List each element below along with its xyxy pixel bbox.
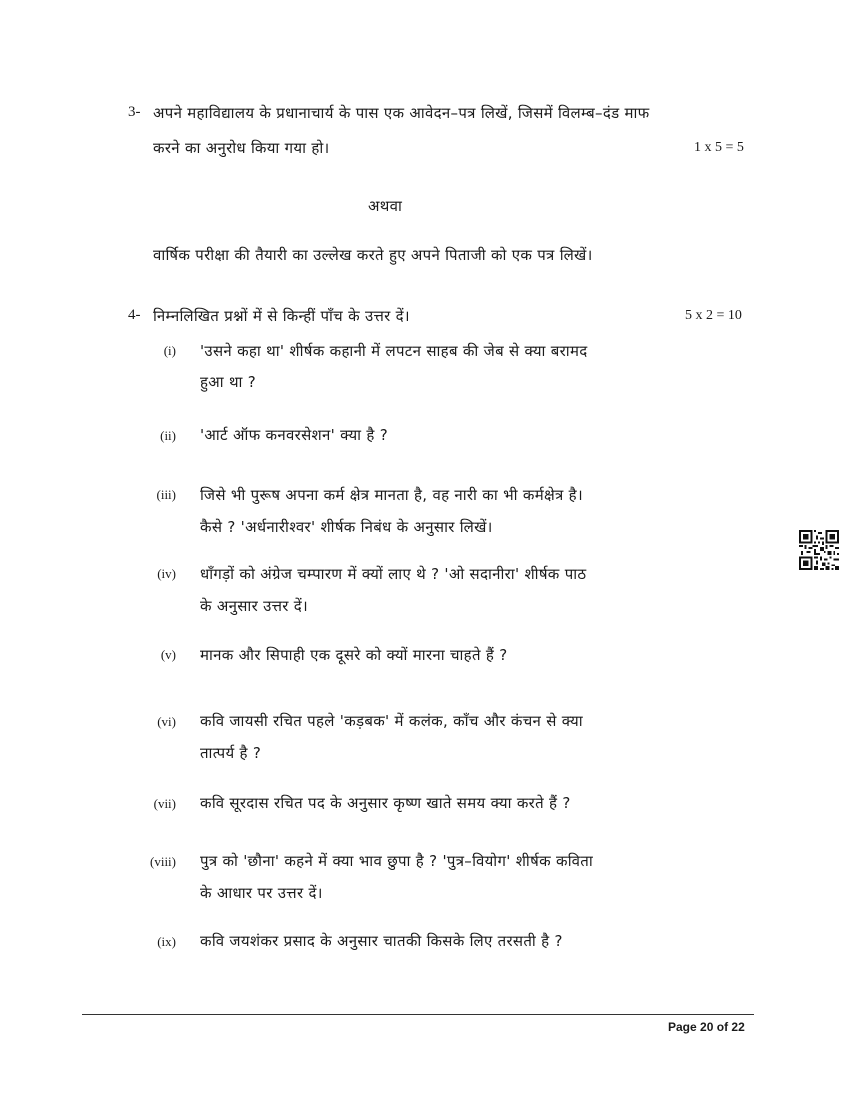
sub-question-text-line-1: कवि सूरदास रचित पद के अनुसार कृष्ण खाते समय क्या करते हैं ? [200,794,571,812]
question-text-line-2: करने का अनुरोध किया गया हो। [153,139,330,157]
sub-question-text-line-2: तात्पर्य है ? [200,744,262,762]
sub-question-number: (viii) [150,854,176,869]
page-number [668,1020,745,1034]
sub-question-number: (vi) [157,714,176,729]
alternate-question-text: वार्षिक परीक्षा की तैयारी का उल्लेख करते हुए अपने पिताजी को एक पत्र लिखें। [153,246,593,264]
or-separator: अथवा [368,197,403,215]
sub-question-text-line-2: के आधार पर उत्तर दें। [200,884,323,902]
footer-divider [82,1014,754,1015]
sub-question-number: (v) [160,647,176,662]
sub-question-text-line-2: हुआ था ? [200,373,257,391]
sub-question-text-line-1: जिसे भी पुरूष अपना कर्म क्षेत्र मानता है, वह नारी का भी कर्मक्षेत्र है। [200,486,583,504]
sub-question-number: (vii) [153,796,176,811]
sub-question-text-line-2: के अनुसार उत्तर दें। [200,597,309,615]
sub-question-text-line-1: कवि जयशंकर प्रसाद के अनुसार चातकी किसके लिए तरसती है ? [200,932,563,950]
sub-question-number: (iv) [157,566,176,581]
sub-question-text-line-1: धाँगड़ों को अंग्रेज चम्पारण में क्यों लाए थे ? 'ओ सदानीरा' शीर्षक पाठ [200,565,587,583]
page-label: Page [668,1020,697,1034]
question-instruction: निम्नलिखित प्रश्नों में से किन्हीं पाँच के उत्तर दें। [153,307,410,325]
sub-question-number: (ix) [157,934,176,949]
qr-code-icon [799,530,839,570]
sub-question-text-line-1: 'आर्ट ऑफ कनवरसेशन' क्या है ? [200,426,389,444]
sub-question-text-line-1: मानक और सिपाही एक दूसरे को क्यों मारना चाहते हैं ? [200,646,508,664]
page-total: 22 [731,1020,745,1034]
question-number: 4- [128,307,141,323]
sub-question-number: (ii) [160,428,176,443]
question-number: 3- [128,104,141,120]
page-current: 20 [700,1020,714,1034]
page-of-label: of [716,1020,729,1034]
sub-question-text-line-1: 'उसने कहा था' शीर्षक कहानी में लपटन साहब की जेब से क्या बरामद [200,342,588,360]
question-text-line-1: अपने महाविद्यालय के प्रधानाचार्य के पास एक आवेदन–पत्र लिखें, जिसमें विलम्ब–दंड माफ [153,104,650,122]
question-marks: 5 x 2 = 10 [685,308,742,323]
question-marks: 1 x 5 = 5 [694,140,744,155]
sub-question-number: (iii) [156,487,176,502]
sub-question-text-line-1: कवि जायसी रचित पहले 'कड़बक' में कलंक, काँच और कंचन से क्या [200,712,583,730]
sub-question-text-line-2: कैसे ? 'अर्धनारीश्वर' शीर्षक निबंध के अनुसार लिखें। [200,518,493,536]
sub-question-number: (i) [163,343,176,358]
sub-question-text-line-1: पुत्र को 'छौना' कहने में क्या भाव छुपा है ? 'पुत्र–वियोग' शीर्षक कविता [200,852,594,870]
